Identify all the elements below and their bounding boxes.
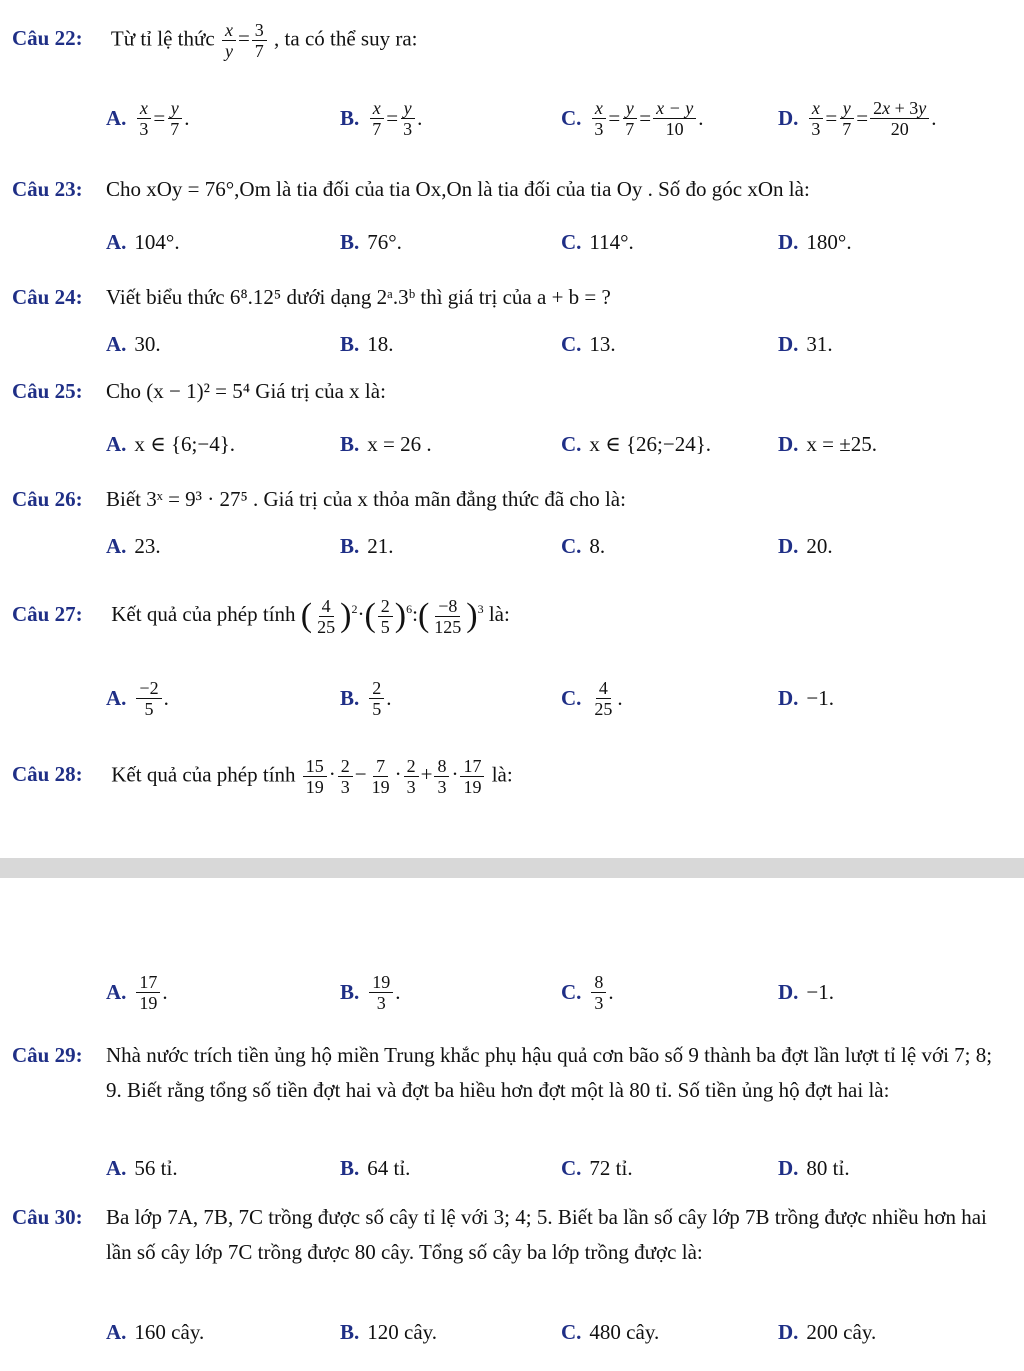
question-24: [12, 280, 1004, 314]
question-text: Kết quả của phép tính: [111, 762, 296, 787]
option-a[interactable]: A. 104°.: [106, 229, 180, 254]
question-number: Câu 26:: [12, 487, 83, 511]
question-30: [12, 1200, 1004, 1270]
options-24: [106, 324, 1004, 364]
option-d[interactable]: D. $\frac{x}{3}$ = $\frac{y}{7}$ = $\frac{2x + 3y}{20}$ .: [778, 97, 937, 139]
option-a[interactable]: A. 23.: [106, 533, 161, 558]
question-26: [12, 482, 1004, 516]
options-27: [106, 678, 1004, 718]
options-22: [106, 98, 1004, 138]
question-number: Câu 27:: [12, 602, 83, 626]
option-c[interactable]: C. 480 cây.: [561, 1319, 660, 1344]
formula: ( $\frac{4}{25}$ )$^2$·( $\frac{2}{5}$ )$^6$:( $\frac{-8}{125}$ )$^3$: [300, 595, 484, 637]
question-text: Nhà nước trích tiền ủng hộ miền Trung khắc phụ hậu quả cơn bão số 9 thành ba đợt lần lượt tỉ lệ với 7; 8; 9. Biết rằng tổng số tiền đợt hai và đợt ba hiều hơn đợt một là 80 tỉ. Số tiền ủng hộ đợt hai là:: [106, 1043, 993, 1102]
option-c[interactable]: C. $\frac{8}{3}$ .: [561, 971, 614, 1013]
question-number: Câu 25:: [12, 379, 83, 403]
question-number: Câu 24:: [12, 285, 83, 309]
option-d[interactable]: D. 31.: [778, 331, 833, 356]
options-26: [106, 526, 1004, 566]
option-c[interactable]: C. 13.: [561, 331, 616, 356]
question-text-end: , ta có thể suy ra:: [274, 26, 418, 51]
question-22: [12, 20, 1004, 61]
option-b[interactable]: B. 120 cây.: [340, 1319, 438, 1344]
options-28: [106, 972, 1004, 1012]
option-c[interactable]: C. 72 tỉ.: [561, 1155, 633, 1180]
question-text: Kết quả của phép tính: [111, 602, 296, 626]
options-29: [106, 1148, 1004, 1188]
option-d[interactable]: D. 180°.: [778, 229, 852, 254]
question-number: Câu 30:: [12, 1205, 83, 1229]
question-27: [12, 592, 1004, 637]
question-text: Viết biểu thức 6⁸.12⁵ dưới dạng 2ᵃ.3ᵇ thì giá trị của a + b = ?: [106, 285, 611, 309]
question-number: Câu 22:: [12, 26, 83, 51]
option-d[interactable]: D. −1.: [778, 979, 835, 1004]
page-divider: [0, 858, 1024, 878]
option-a[interactable]: A. 160 cây.: [106, 1319, 205, 1344]
option-b[interactable]: B. 21.: [340, 533, 394, 558]
option-b[interactable]: B. $\frac{2}{5}$ .: [340, 677, 392, 719]
formula: $\frac{x}{y}$ = $\frac{3}{7}$: [220, 26, 274, 50]
option-a[interactable]: A. x ∈ {6;−4}.: [106, 431, 236, 456]
option-b[interactable]: B. 76°.: [340, 229, 402, 254]
question-29: [12, 1038, 1004, 1108]
question-number: Câu 28:: [12, 762, 83, 787]
question-28: [12, 756, 1004, 797]
option-d[interactable]: D. 80 tỉ.: [778, 1155, 850, 1180]
option-d[interactable]: D. 200 cây.: [778, 1319, 877, 1344]
option-d[interactable]: D. −1.: [778, 685, 835, 710]
option-a[interactable]: A. 30.: [106, 331, 161, 356]
option-b[interactable]: B. 18.: [340, 331, 394, 356]
formula: $\frac{15}{19}$ · $\frac{2}{3}$ − $\frac{7}{19}$ · $\frac{2}{3}$ + $\frac{8}{3}$ · $\frac{17}{19}$: [301, 762, 492, 786]
option-b[interactable]: B. 64 tỉ.: [340, 1155, 411, 1180]
option-c[interactable]: C. $\frac{4}{25}$ .: [561, 677, 623, 719]
options-30: [106, 1312, 1004, 1352]
option-c[interactable]: C. 114°.: [561, 229, 634, 254]
option-a[interactable]: A. $\frac{x}{3}$ = $\frac{y}{7}$ .: [106, 97, 190, 139]
question-text: Cho (x − 1)² = 5⁴ Giá trị của x là:: [106, 379, 386, 403]
question-25: [12, 374, 1004, 408]
option-d[interactable]: D. 20.: [778, 533, 833, 558]
question-text: Từ tỉ lệ thức: [110, 26, 215, 51]
option-a[interactable]: A. 56 tỉ.: [106, 1155, 178, 1180]
question-number: Câu 29:: [12, 1043, 83, 1067]
question-number: Câu 23:: [12, 177, 83, 201]
question-text-end: là:: [491, 762, 513, 787]
option-b[interactable]: B. x = 26 .: [340, 431, 432, 456]
option-c[interactable]: C. 8.: [561, 533, 606, 558]
option-d[interactable]: D. x = ±25.: [778, 431, 878, 456]
option-c[interactable]: C. $\frac{x}{3}$ = $\frac{y}{7}$ = $\frac{x - y}{10}$ .: [561, 97, 704, 139]
question-text: Cho xOy = 76°,Om là tia đối của tia Ox,On là tia đối của tia Oy . Số đo góc xOn là:: [106, 177, 810, 201]
question-text: Biết 3ˣ = 9³ · 27⁵ . Giá trị của x thỏa mãn đẳng thức đã cho là:: [106, 487, 626, 511]
option-b[interactable]: B. $\frac{x}{7}$ = $\frac{y}{3}$ .: [340, 97, 423, 139]
option-c[interactable]: C. x ∈ {26;−24}.: [561, 431, 712, 456]
question-text-end: là:: [488, 602, 510, 626]
question-text: Ba lớp 7A, 7B, 7C trồng được số cây tỉ lệ với 3; 4; 5. Biết ba lần số cây lớp 7B trồng được nhiều hơn hai lần số cây lớp 7C trồng được 80 cây. Tổng số cây ba lớp trồng được là:: [106, 1205, 987, 1264]
option-a[interactable]: A. $\frac{17}{19}$ .: [106, 971, 168, 1013]
options-25: [106, 424, 1004, 464]
options-23: [106, 222, 1004, 262]
question-23: [12, 172, 1004, 206]
option-b[interactable]: B. $\frac{19}{3}$ .: [340, 971, 401, 1013]
option-a[interactable]: A. $\frac{-2}{5}$ .: [106, 677, 169, 719]
